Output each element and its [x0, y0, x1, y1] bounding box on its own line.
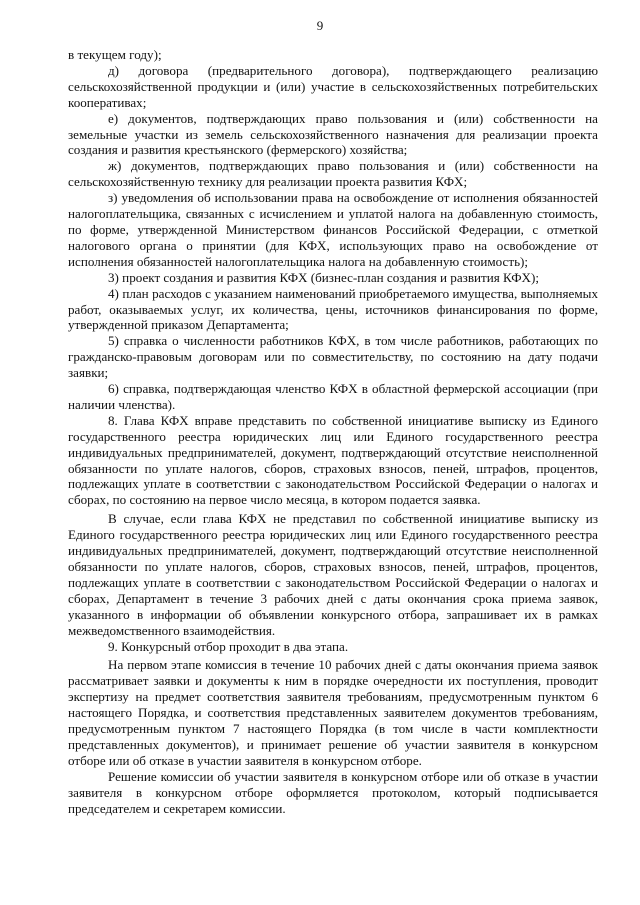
paragraph-item-e: е) документов, подтверждающих право пользования и (или) собственности на земельные участки из земель сельскохозяйственного назначения для реализации проекта создания и развития крестьянского (фермерского) хозяйства;: [68, 110, 598, 158]
paragraph-item-4: 4) план расходов с указанием наименований приобретаемого имущества, выполняемых работ, оказываемых услуг, их количества, цены, источников финансирования по форме, утвержденной приказом Департамента;: [68, 285, 598, 333]
paragraph-commission-decision: Решение комиссии об участии заявителя в конкурсном отборе или об отказе в участии заявителя в конкурсном отборе оформляется протоколом, который подписывается председателем и секретарем комиссии.: [68, 768, 598, 816]
paragraph-item-d: д) договора (предварительного договора), подтверждающего реализацию сельскохозяйственной продукции и (или) участие в сельскохозяйственных потребительских кооперативах;: [68, 62, 598, 110]
paragraph-clause-8: 8. Глава КФХ вправе представить по собственной инициативе выписку из Единого государственного реестра юридических лиц или Единого государственного реестра индивидуальных предпринимателей, документ, подтверждающий отсутствие неисполненной обязанности по уплате налогов, сборов, страховых взносов, пеней, штрафов, процентов, подлежащих уплате в соответствии с законодательством Российской Федерации о налогах и сборах, по состоянию на первое число месяца, в котором подается заявка.: [68, 412, 598, 508]
paragraph-item-6: 6) справка, подтверждающая членство КФХ в областной фермерской ассоциации (при наличии членства).: [68, 381, 598, 412]
paragraph-first-stage: На первом этапе комиссия в течение 10 рабочих дней с даты окончания приема заявок рассматривает заявки и документы к ним в порядке очередности их поступления, проводит экспертизу на предмет соответствия заявителя требованиям, предусмотренным пунктом 6 настоящего Порядка, и соответствия представленных заявителем документов требованиям, предусмотренным пунктом 7 настоящего Порядка (в том числе в части комплектности представленных документов), и принимает решение об участии заявителя в конкурсном отборе или об отказе в участии заявителя в конкурсном отборе.: [68, 657, 598, 768]
paragraph-item-z: з) уведомления об использовании права на освобождение от исполнения обязанностей налогоплательщика, связанных с исчислением и уплатой налога на добавленную стоимость, по форме, утвержденной Министерством финансов Российской Федерации, с отметкой налогового органа о принятии (для КФХ, использующих право на освобождение от исполнения обязанностей налогоплательщика налога на добавленную стоимость);: [68, 190, 598, 269]
page-number: 9: [316, 18, 324, 33]
paragraph-item-3: 3) проект создания и развития КФХ (бизнес-план создания и развития КФХ);: [108, 269, 539, 285]
paragraph-clause-8-case: В случае, если глава КФХ не представил по собственной инициативе выписку из Единого государственного реестра юридических лиц или Единого государственного реестра индивидуальных предпринимателей, документ, подтверждающий отсутствие неисполненной обязанности по уплате налогов, сборов, страховых взносов, пеней, штрафов, процентов, подлежащих уплате в соответствии с законодательством Российской Федерации о налогах и сборах, Департамент в течение 3 рабочих дней с даты окончания срока приема заявок, указанного в информации об объявлении конкурсного отбора, запрашивает их в рамках межведомственного взаимодействия.: [68, 511, 598, 638]
document-body: [68, 47, 598, 817]
paragraph-clause-9: 9. Конкурсный отбор проходит в два этапа.: [108, 638, 349, 654]
paragraph-continuation: в текущем году);: [68, 47, 162, 62]
paragraph-item-zh: ж) документов, подтверждающих право пользования и (или) собственности на сельскохозяйственную технику для реализации проекта развития КФХ;: [68, 158, 598, 190]
paragraph-item-5: 5) справка о численности работников КФХ, в том числе работников, работающих по гражданско-правовым договорам или по совместительству, по состоянию на дату подачи заявки;: [68, 333, 598, 381]
